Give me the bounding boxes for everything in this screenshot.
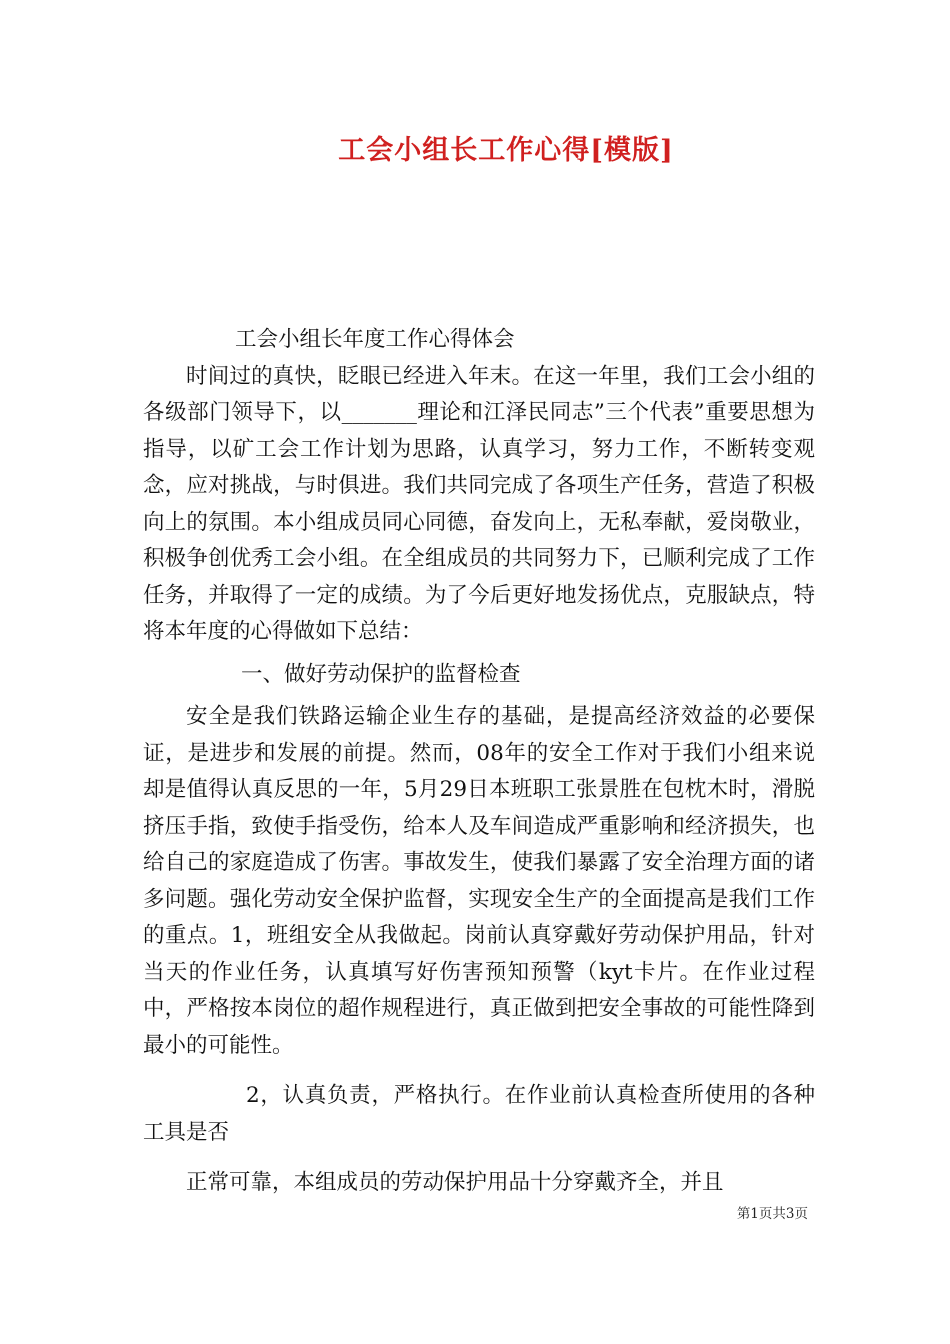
- section-heading-labor-protection: 一、做好劳动保护的监督检查: [241, 661, 521, 687]
- intro-paragraph: 时间过的真快，眨眼已经进入年末。在这一年里，我们工会小组的各级部门领导下，以_______理论和江泽民同志”三个代表”重要思想为指导，以矿工会工作计划为思路，认真学习，努力工作，不断转变观念，应对挑战，与时俱进。我们共同完成了各项生产任务，营造了积极向上的氛围。本小组成员同心同德，奋发向上，无私奉献，爱岗敬业，积极争创优秀工会小组。在全组成员的共同努力下，已顺利完成了工作任务，并取得了一定的成绩。为了今后更好地发扬优点，克服缺点，特将本年度的心得做如下总结：: [143, 363, 815, 644]
- safety-paragraph: 安全是我们铁路运输企业生存的基础，是提高经济效益的必要保证，是进步和发展的前提。然而，08年的安全工作对于我们小组来说却是值得认真反思的一年，5月29日本班职工张景胜在包枕木时，滑脱挤压手指，致使手指受伤，给本人及车间造成严重影响和经济损失，也给自己的家庭造成了伤害。事故发生，使我们暴露了安全治理方面的诸多问题。强化劳动安全保护监督，实现安全生产的全面提高是我们工作的重点。1，班组安全从我做起。岗前认真穿戴好劳动保护用品，针对当天的作业任务，认真填写好伤害预知预警（kyt卡片。在作业过程中，严格按本岗位的超作规程进行，真正做到把安全事故的可能性降到最小的可能性。: [143, 704, 815, 1058]
- document-subtitle: 工会小组长年度工作心得体会: [235, 327, 515, 352]
- document-body: [143, 322, 815, 1202]
- item-2-paragraph: 2，认真负责，严格执行。在作业前认真检查所使用的各种工具是否: [143, 1083, 815, 1145]
- item-2-continuation: 正常可靠，本组成员的劳动保护用品十分穿戴齐全，并且: [186, 1170, 724, 1195]
- page-number-footer: 第1页共3页: [736, 1206, 808, 1222]
- document-title: 工会小组长工作心得[模版]: [338, 135, 674, 166]
